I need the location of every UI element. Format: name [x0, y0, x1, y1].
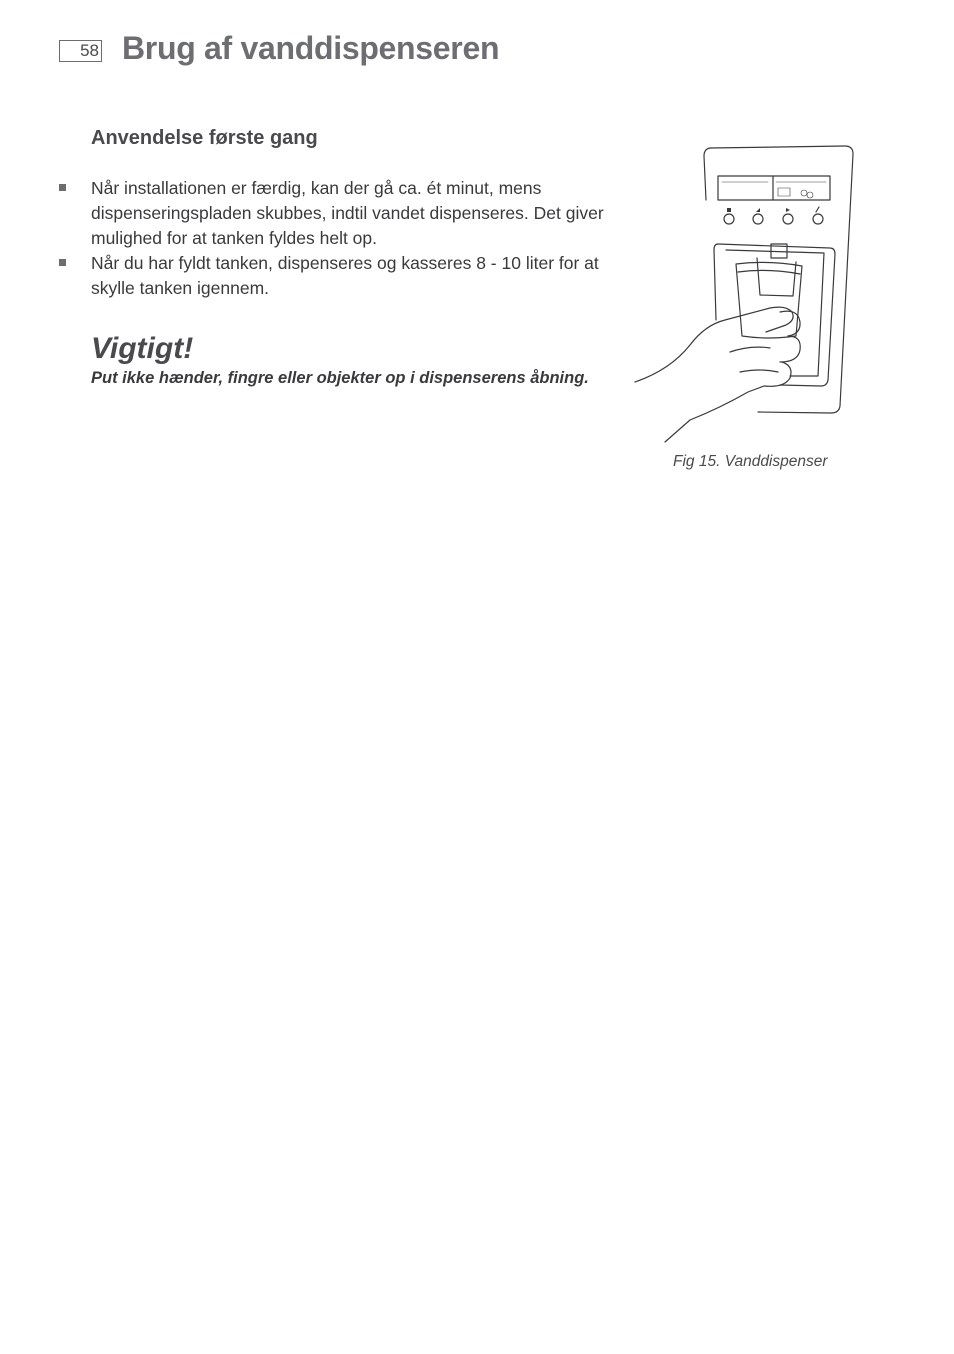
page-title: Brug af vanddispenseren [122, 30, 500, 66]
warning-text: Put ikke hænder, fingre eller objekter op i dispenserens åbning. [91, 369, 589, 387]
glass-icon [736, 262, 802, 338]
section-heading: Anvendelse første gang [91, 127, 318, 149]
control-button-icon [724, 214, 734, 224]
dispenser-panel [710, 146, 853, 413]
list-item [59, 176, 619, 251]
control-button-icon [753, 214, 763, 224]
water-dispenser-illustration [630, 140, 870, 450]
control-button-icon [783, 214, 793, 224]
bullet-square-icon [59, 259, 66, 266]
list-item-text: Når du har fyldt tanken, dispenseres og kasseres 8 - 10 liter for at skylle tanken igennem. [91, 253, 599, 298]
display-panel [718, 176, 830, 200]
bullet-square-icon [59, 184, 66, 191]
figure-caption: Fig 15. Vanddispenser [673, 453, 828, 470]
page-number: 58 [59, 40, 102, 62]
list-item-text: Når installationen er færdig, kan der gå ca. ét minut, mens dispenseringspladen skubbes, indtil vandet dispenseres. Det giver mulighed for at tanken fyldes helt op. [91, 178, 604, 248]
bullet-list [59, 176, 619, 301]
control-button-icon [813, 214, 823, 224]
warning-heading: Vigtigt! [91, 332, 194, 365]
list-item [59, 251, 619, 301]
